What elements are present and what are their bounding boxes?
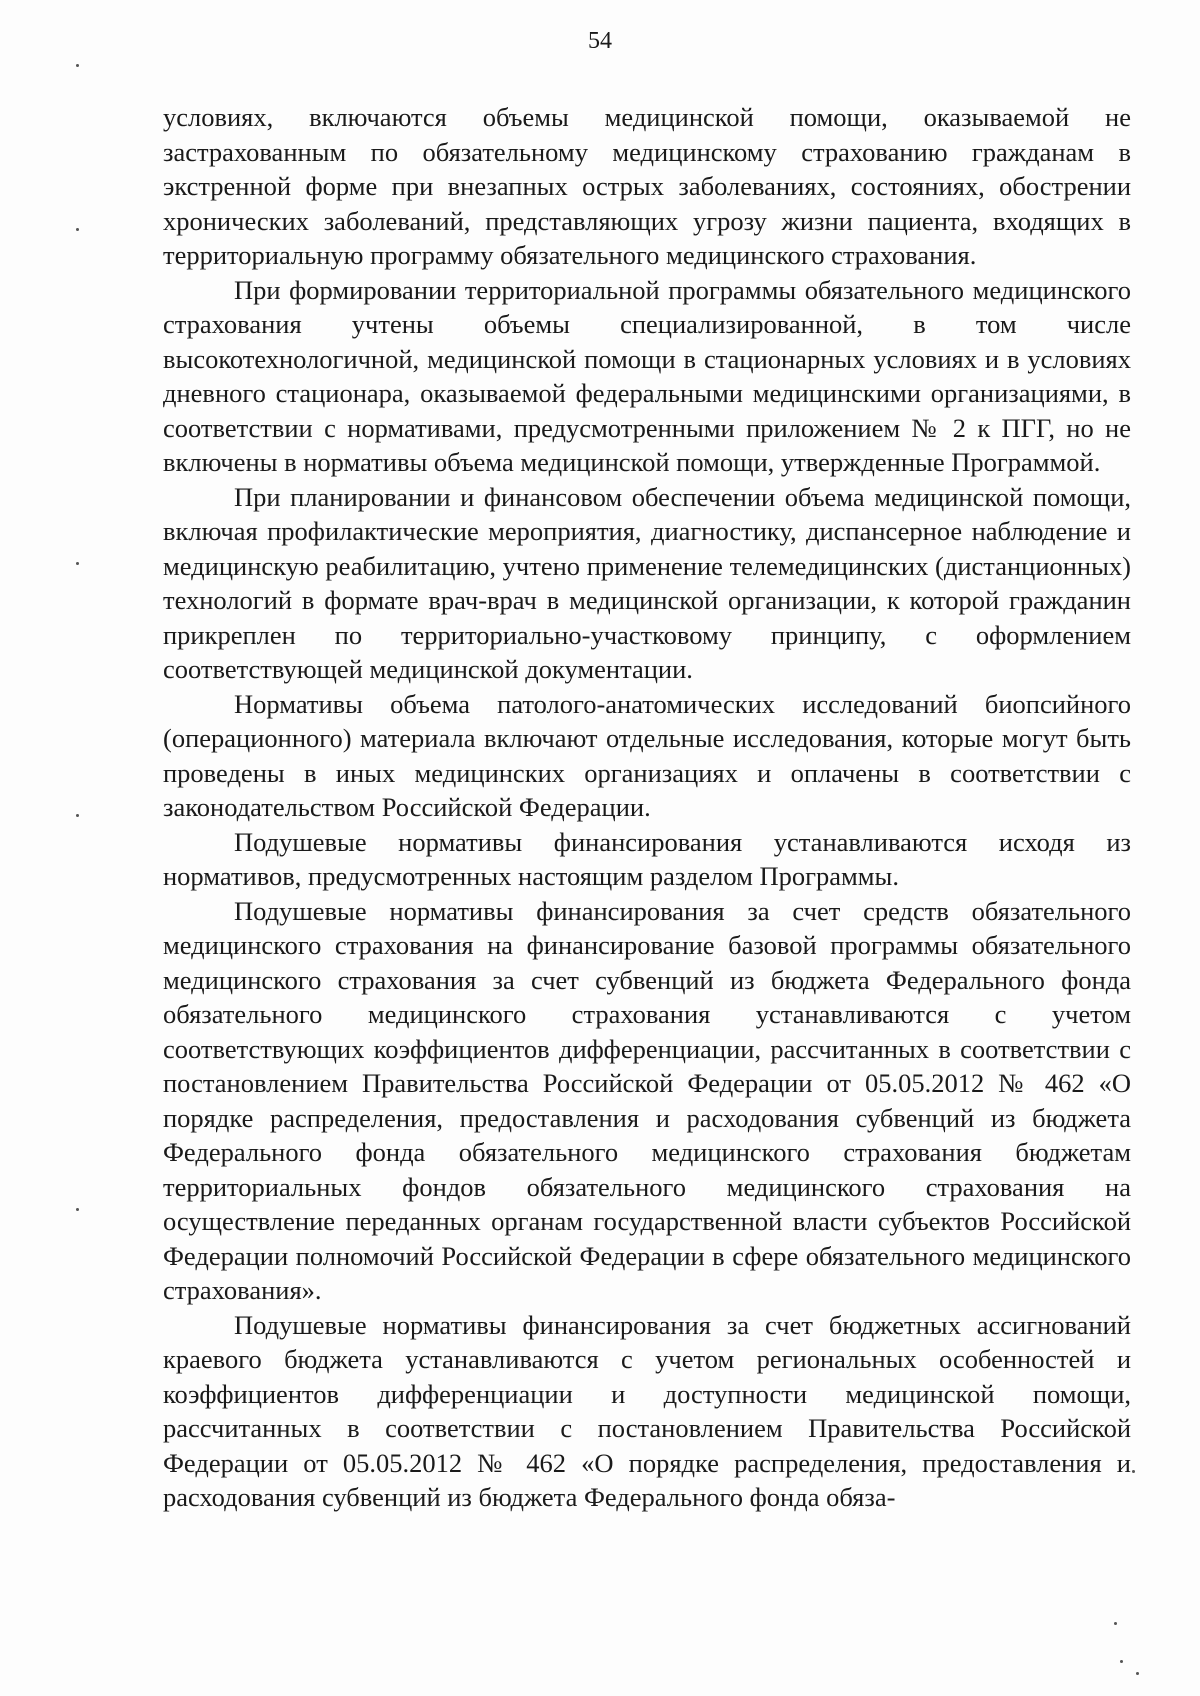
scan-speck [1132,1470,1135,1473]
scan-speck [1120,1660,1123,1663]
paragraph-4: Нормативы объема патолого-анатомических исследований биопсийного (операционного) материала включают отдельные исследования, которые могут быть проведены в иных медицинских организациях и оплачены в соответствии с законодательством Российской Федерации. [163,688,1131,822]
scan-speck [1136,1672,1139,1675]
scan-speck [76,228,79,231]
scan-speck [76,64,79,67]
scan-speck [76,814,79,817]
paragraph-7: Подушевые нормативы финансирования за счет бюджетных ассигнований краевого бюджета устанавливаются с учетом региональных особенностей и коэффициентов дифференциации и доступности медицинской помощи, рассчитанных в соответствии с постановлением Правительства Российской Федерации от 05.05.2012 № 462 «О порядке распределения, предоставления и расходования субвенций из бюджета Федерального фонда обяза- [163,1309,1131,1512]
paragraph-3: При планировании и финансовом обеспечении объема медицинской помощи, включая профилактические мероприятия, диагностику, диспансерное наблюдение и медицинскую реабилитацию, учтено применение телемедицинских (дистанционных) технологий в формате врач-врач в медицинской организации, к которой гражданин прикреплен по территориально-участковому принципу, с оформлением соответствующей медицинской документации. [163,481,1131,684]
document-body [163,100,1131,1515]
paragraph-1: условиях, включаются объемы медицинской помощи, оказываемой не застрахованным по обязательному медицинскому страхованию гражданам в экстренной форме при внезапных острых заболеваниях, состояниях, обострении хронических заболеваний, представляющих угрозу жизни пациента, входящих в территориальную программу обязательного медицинского страхования. [163,102,1131,270]
paragraph-6: Подушевые нормативы финансирования за счет средств обязательного медицинского страхования на финансирование базовой программы обязательного медицинского страхования за счет субвенций из бюджета Федерального фонда обязательного медицинского страхования устанавливаются с учетом соответствующих коэффициентов дифференциации, рассчитанных в соответствии с постановлением Правительства Российской Федерации от 05.05.2012 № 462 «О порядке распределения, предоставления и расходования субвенций из бюджета Федерального фонда обязательного медицинского страхования бюджетам территориальных фондов обязательного медицинского страхования на осуществление переданных органам государственной власти субъектов Российской Федерации полномочий Российской Федерации в сфере обязательного медицинского страхования». [163,895,1131,1305]
page-number: 54 [588,28,612,54]
paragraph-5: Подушевые нормативы финансирования устанавливаются исходя из нормативов, предусмотренных настоящим разделом Программы. [163,826,1131,891]
scan-speck [1114,1622,1117,1625]
paragraph-2: При формировании территориальной программы обязательного медицинского страхования учтены объемы специализированной, в том числе высокотехнологичной, медицинской помощи в стационарных условиях и в условиях дневного стационара, оказываемой федеральными медицинскими организациями, в соответствии с нормативами, предусмотренными приложением № 2 к ПГГ, но не включены в нормативы объема медицинской помощи, утвержденные Программой. [163,274,1131,477]
scan-speck [76,562,79,565]
scan-speck [76,1208,79,1211]
